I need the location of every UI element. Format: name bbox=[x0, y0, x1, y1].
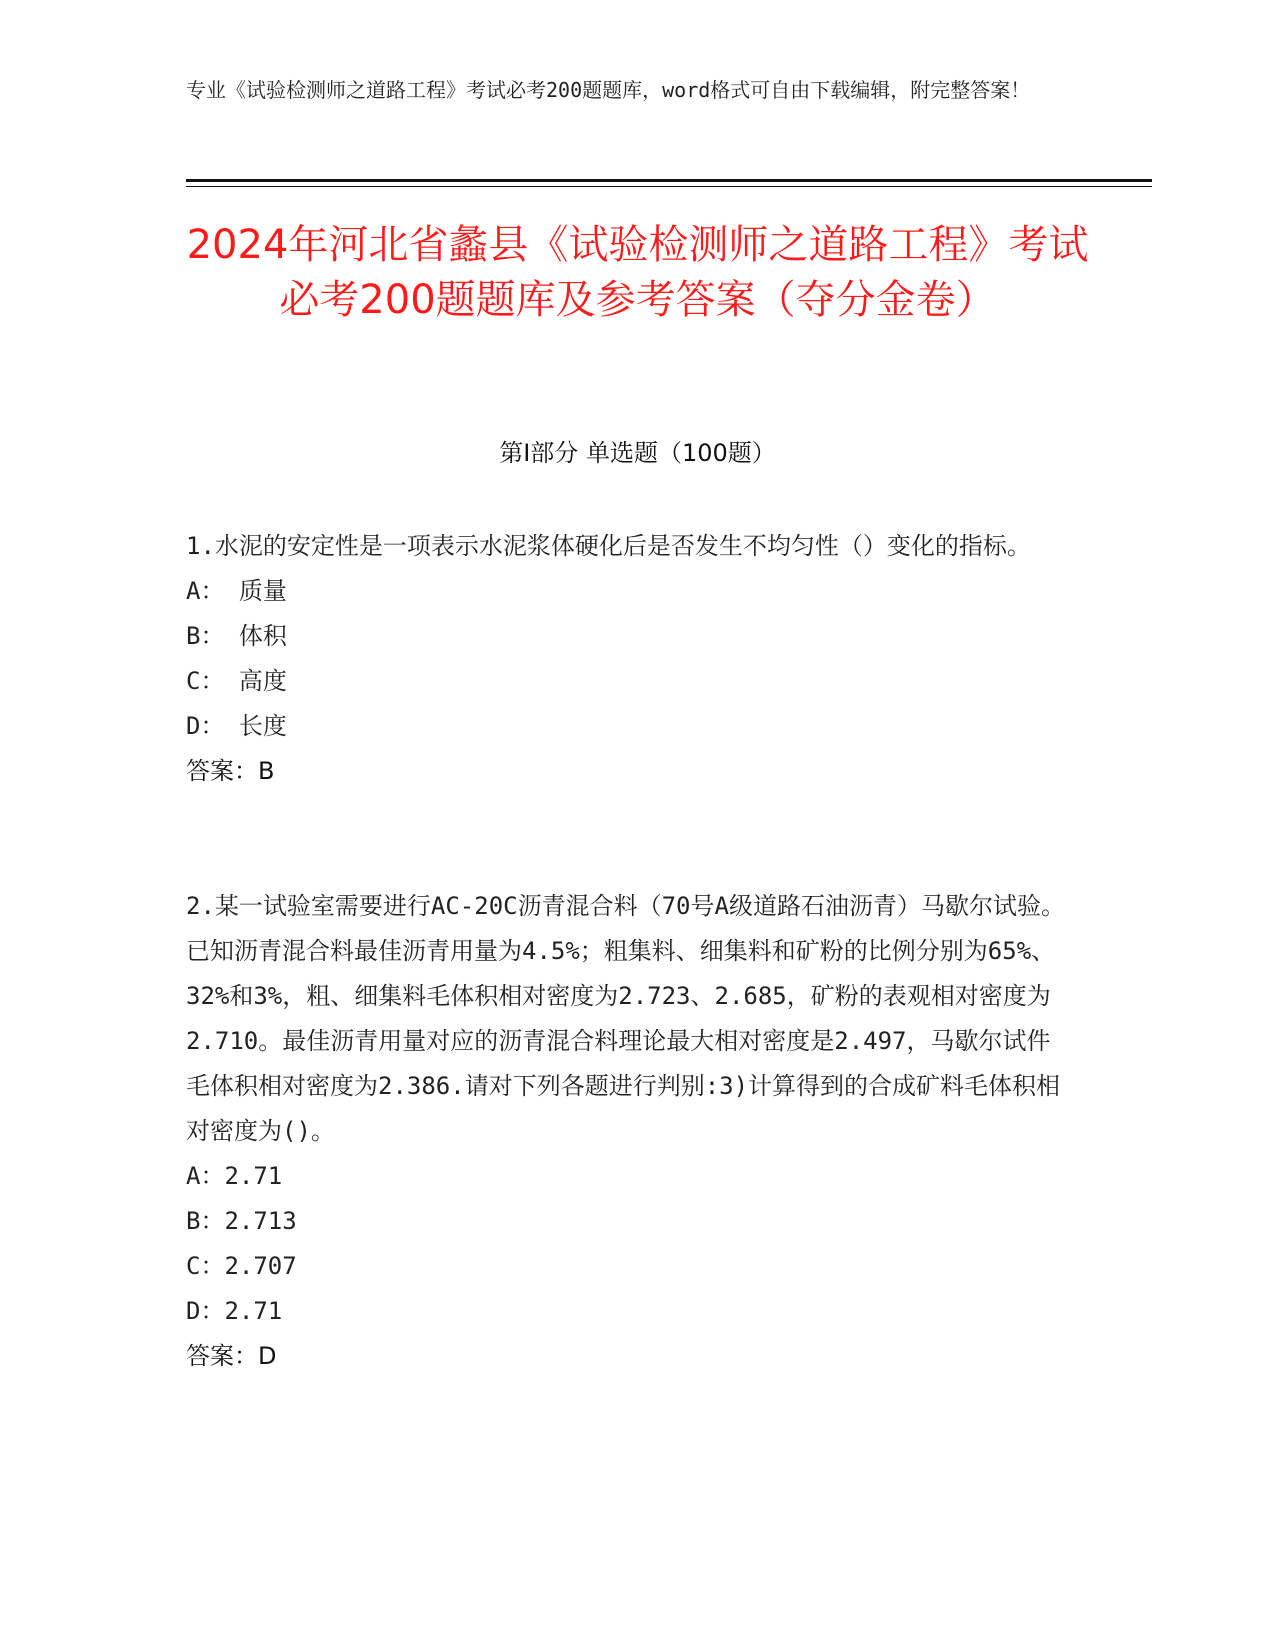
option-b bbox=[186, 1199, 1066, 1244]
option-key: C： bbox=[186, 1252, 225, 1280]
question-1 bbox=[186, 524, 1066, 794]
option-key: D： bbox=[186, 1297, 225, 1325]
option-text: 高度 bbox=[238, 667, 287, 695]
option-text: 2.707 bbox=[224, 1252, 297, 1280]
question-2 bbox=[186, 884, 1066, 1379]
option-key: A： bbox=[186, 577, 225, 605]
option-d bbox=[186, 704, 1066, 749]
option-key: B： bbox=[186, 1207, 225, 1235]
header-divider-thin bbox=[186, 186, 1152, 187]
header-note: 专业《试验检测师之道路工程》考试必考200题题库，word格式可自由下载编辑，附完整答案！ bbox=[186, 78, 1031, 102]
option-text: 体积 bbox=[238, 622, 287, 650]
option-text: 质量 bbox=[238, 577, 287, 605]
option-key: B： bbox=[186, 622, 225, 650]
option-key: D： bbox=[186, 712, 225, 740]
answer-line: 答案：B bbox=[186, 757, 275, 785]
option-b bbox=[186, 614, 1066, 659]
option-text: 2.71 bbox=[224, 1297, 283, 1325]
option-c bbox=[186, 1244, 1066, 1289]
option-key: A： bbox=[186, 1162, 225, 1190]
answer-line: 答案：D bbox=[186, 1342, 277, 1370]
option-c bbox=[186, 659, 1066, 704]
header-divider-thick bbox=[186, 179, 1152, 182]
document-title: 2024年河北省蠡县《试验检测师之道路工程》考试必考200题题库及参考答案（夺分金卷） bbox=[186, 222, 1089, 323]
option-a bbox=[186, 1154, 1066, 1199]
option-a bbox=[186, 569, 1066, 614]
option-key: C： bbox=[186, 667, 225, 695]
option-d bbox=[186, 1289, 1066, 1334]
question-stem: 1.水泥的安定性是一项表示水泥浆体硬化后是否发生不均匀性（）变化的指标。 bbox=[186, 532, 1031, 560]
section-title: 第I部分 单选题（100题） bbox=[499, 439, 776, 467]
option-text: 2.713 bbox=[224, 1207, 297, 1235]
option-text: 长度 bbox=[238, 712, 287, 740]
question-stem: 2.某一试验室需要进行AC-20C沥青混合料（70号A级道路石油沥青）马歇尔试验。已知沥青混合料最佳沥青用量为4.5%；粗集料、细集料和矿粉的比例分别为65%、32%和3%，粗、细集料毛体积相对密度为2.723、2.685，矿粉的表观相对密度为2.710。最佳沥青用量对应的沥青混合料理论最大相对密度是2.497，马歇尔试件毛体积相对密度为2.386.请对下列各题进行判别:3)计算得到的合成矿料毛体积相对密度为()。 bbox=[186, 892, 1065, 1145]
option-text: 2.71 bbox=[224, 1162, 283, 1190]
